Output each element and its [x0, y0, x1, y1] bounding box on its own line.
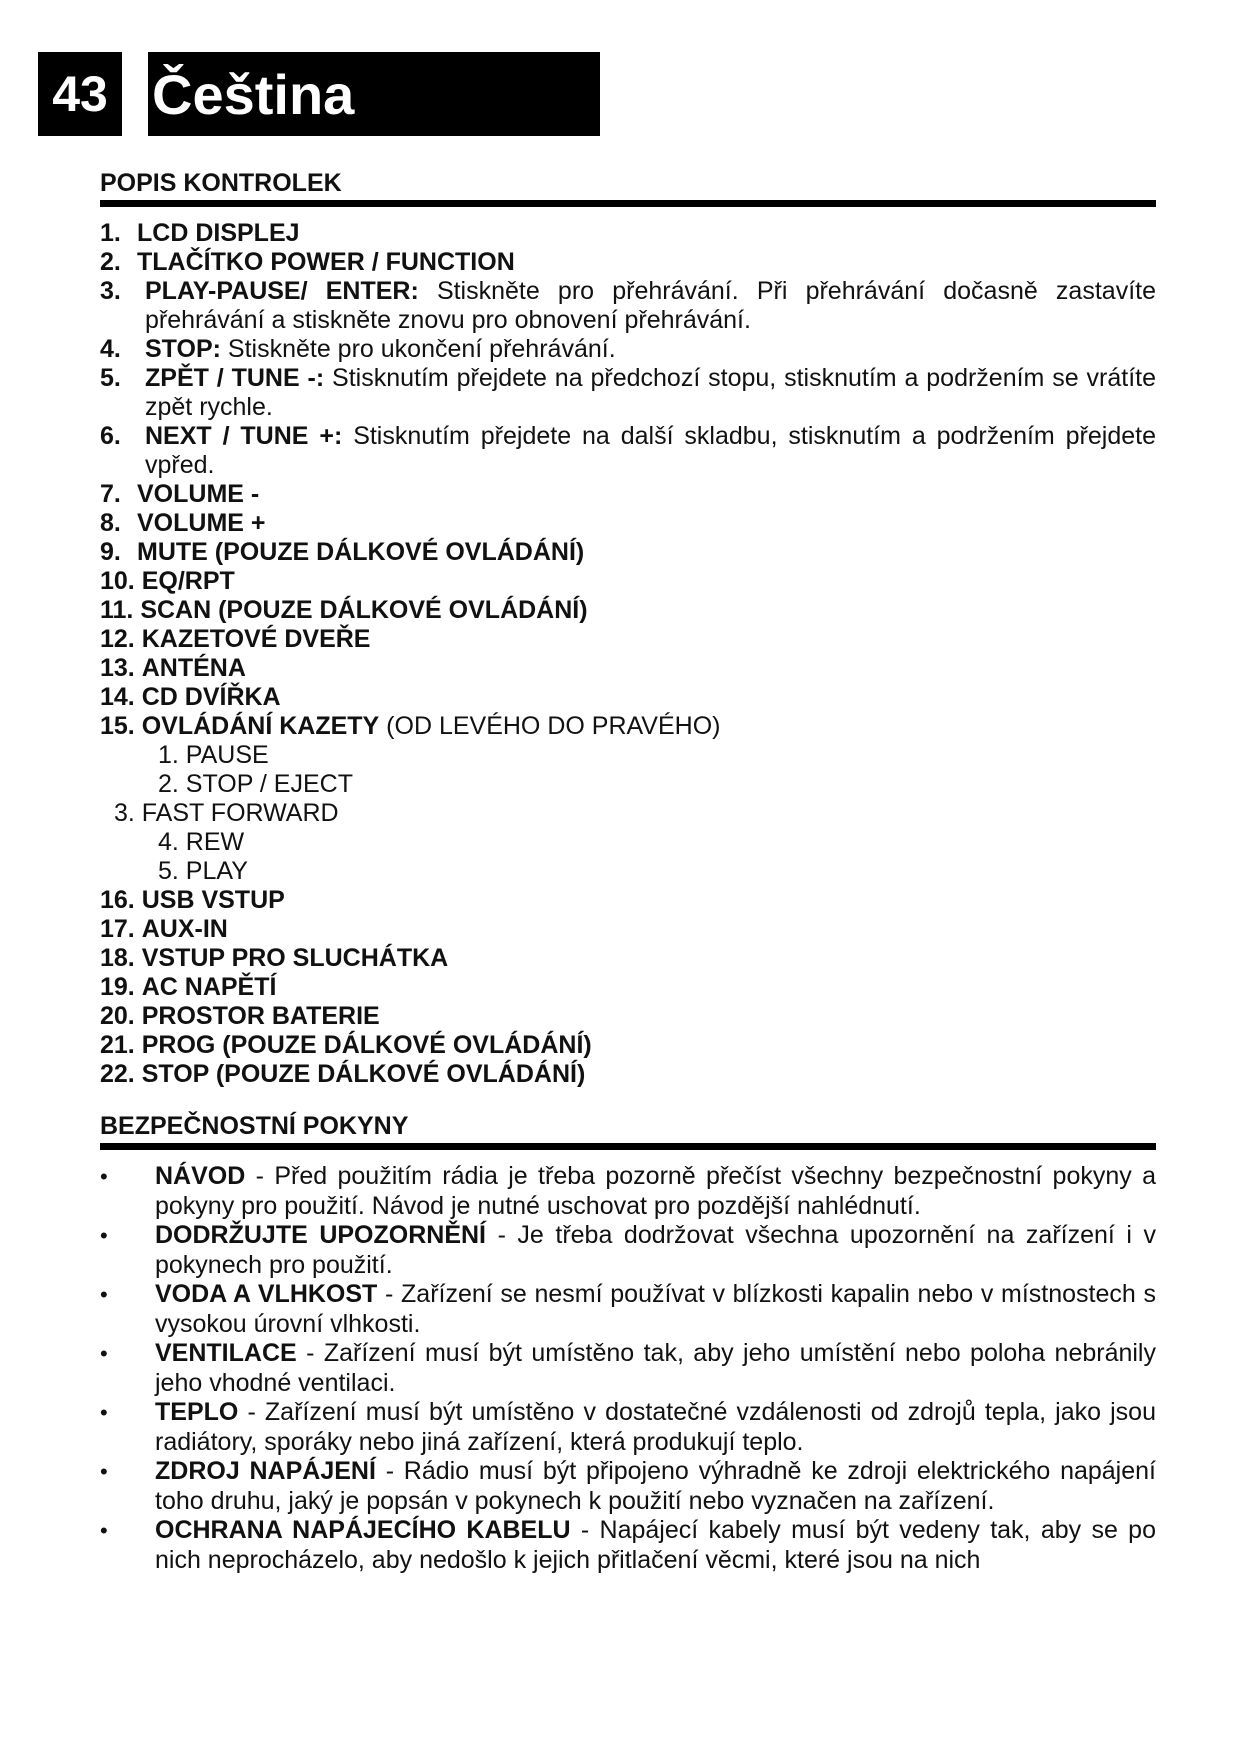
safety-text	[155, 1221, 1156, 1280]
control-text	[145, 335, 1156, 364]
control-text	[137, 509, 1156, 538]
control-number: 3.	[100, 277, 121, 305]
control-item	[100, 1002, 1156, 1031]
safety-text	[155, 1457, 1156, 1516]
control-text	[140, 596, 1156, 625]
control-number: 13.	[100, 654, 135, 682]
bullet-icon: •	[100, 1282, 108, 1307]
control-item	[100, 277, 1156, 335]
cassette-sub-item: 2. STOP / EJECT	[158, 770, 353, 798]
control-label: VOLUME -	[137, 480, 260, 508]
control-item	[100, 422, 1156, 480]
safety-text	[155, 1280, 1156, 1339]
control-label: PROG (POUZE DÁLKOVÉ OVLÁDÁNÍ)	[141, 1031, 592, 1059]
safety-heading: BEZPEČNOSTNÍ POKYNY	[100, 1111, 1156, 1150]
bullet-icon: •	[100, 1400, 108, 1425]
safety-text	[155, 1339, 1156, 1398]
control-item	[100, 1060, 1156, 1089]
safety-item	[100, 1398, 1156, 1457]
control-number: 12.	[100, 625, 135, 653]
control-text	[145, 277, 1156, 335]
safety-description: - Napájecí kabely musí být vedeny tak, aby se po nich neprocházelo, aby nedošlo k jejich přitlačení věcmi, které jsou na nich	[155, 1516, 1156, 1574]
control-text	[142, 654, 1156, 683]
safety-label: NÁVOD	[155, 1162, 246, 1190]
control-text	[145, 422, 1156, 480]
control-label: SCAN (POUZE DÁLKOVÉ OVLÁDÁNÍ)	[140, 596, 588, 624]
control-label: CD DVÍŘKA	[141, 683, 281, 711]
safety-description: - Zařízení musí být umístěno v dostatečné vzdálenosti od zdrojů tepla, jako jsou radiátory, sporáky nebo jiná zařízení, která produkují teplo.	[155, 1398, 1156, 1456]
safety-description: - Zařízení se nesmí používat v blízkosti kapalin nebo v místnostech s vysokou úrovní vlhkosti.	[155, 1280, 1156, 1338]
cassette-sub-item: 3. FAST FORWARD	[114, 799, 339, 827]
control-label: STOP (POUZE DÁLKOVÉ OVLÁDÁNÍ)	[141, 1060, 586, 1088]
control-item	[100, 335, 1156, 364]
safety-label: TEPLO	[155, 1398, 239, 1426]
control-description: Stiskněte pro přehrávání. Při přehrávání dočasně zastavíte přehrávání a stiskněte znovu pro obnovení přehrávání.	[145, 277, 1156, 334]
control-text	[145, 364, 1156, 422]
control-item	[100, 712, 1156, 741]
control-label: ANTÉNA	[141, 654, 246, 682]
control-item	[100, 567, 1156, 596]
control-label: NEXT / TUNE +:	[145, 422, 343, 450]
control-label: KAZETOVÉ DVEŘE	[141, 625, 371, 653]
control-number: 11.	[100, 596, 134, 624]
safety-description: - Je třeba dodržovat všechna upozornění na zařízení i v pokynech pro použití.	[155, 1221, 1156, 1279]
control-number: 20.	[100, 1002, 135, 1030]
control-number: 21.	[100, 1031, 135, 1059]
control-item	[100, 654, 1156, 683]
control-number: 8.	[100, 509, 121, 537]
control-number: 4.	[100, 335, 121, 363]
control-text	[137, 538, 1156, 567]
bullet-icon: •	[100, 1223, 108, 1248]
control-label: STOP:	[145, 335, 221, 363]
control-item	[100, 596, 1156, 625]
control-item	[100, 915, 1156, 944]
cassette-sub-item: 1. PAUSE	[158, 741, 269, 769]
bullet-icon: •	[100, 1341, 108, 1366]
control-label: TLAČÍTKO POWER / FUNCTION	[137, 248, 515, 276]
language-title: Čeština	[148, 52, 600, 136]
control-label: PLAY-PAUSE/ ENTER:	[145, 277, 419, 305]
control-item	[100, 944, 1156, 973]
control-item	[100, 886, 1156, 915]
safety-item	[100, 1280, 1156, 1339]
bullet-icon: •	[100, 1164, 108, 1189]
control-item	[100, 538, 1156, 567]
safety-description: - Zařízení musí být umístěno tak, aby jeho umístění nebo poloha nebránily jeho vhodné ventilaci.	[155, 1339, 1156, 1397]
control-label: ZPĚT / TUNE -:	[145, 364, 325, 392]
cassette-sub-item: 5. PLAY	[158, 857, 248, 885]
control-label: VSTUP PRO SLUCHÁTKA	[141, 944, 449, 972]
cassette-sub-item: 4. REW	[158, 828, 245, 856]
control-text	[142, 567, 1156, 596]
control-number: 9.	[100, 538, 121, 566]
control-description: Stisknutím přejdete na předchozí stopu, stisknutím a podržením se vrátíte zpět rychle.	[145, 364, 1156, 421]
control-label: USB VSTUP	[141, 886, 285, 914]
control-description: Stisknutím přejdete na další skladbu, stisknutím a podržením přejdete vpřed.	[145, 422, 1156, 479]
control-description: (OD LEVÉHO DO PRAVÉHO)	[386, 712, 721, 740]
control-item	[100, 683, 1156, 712]
control-number: 15.	[100, 712, 135, 740]
bullet-icon: •	[100, 1518, 108, 1543]
safety-description: - Před použitím rádia je třeba pozorně přečíst všechny bezpečnostní pokyny a pokyny pro použití. Návod je nutné uschovat pro pozdější nahlédnutí.	[155, 1162, 1157, 1220]
safety-item	[100, 1221, 1156, 1280]
control-number: 2.	[100, 248, 121, 276]
control-item	[100, 509, 1156, 538]
safety-text	[155, 1516, 1156, 1575]
page-number-badge: 43	[38, 52, 122, 136]
safety-label: DODRŽUJTE UPOZORNĚNÍ	[155, 1221, 487, 1249]
bullet-icon: •	[100, 1459, 108, 1484]
control-item	[100, 248, 1156, 277]
control-number: 6.	[100, 422, 121, 450]
control-item	[100, 1031, 1156, 1060]
control-number: 1.	[100, 219, 121, 247]
controls-heading: POPIS KONTROLEK	[100, 168, 1156, 207]
control-number: 5.	[100, 364, 121, 392]
safety-item	[100, 1162, 1156, 1221]
control-item	[100, 219, 1156, 248]
control-item	[100, 973, 1156, 1002]
control-label: PROSTOR BATERIE	[141, 1002, 380, 1030]
safety-description: - Rádio musí být připojeno výhradně ke zdroji elektrického napájení toho druhu, jaký je popsán v pokynech k použití nebo vyznačen na zařízení.	[155, 1457, 1156, 1515]
control-number: 17.	[100, 915, 135, 943]
control-text	[142, 625, 1156, 654]
control-text	[142, 712, 1156, 741]
control-label: AUX-IN	[141, 915, 228, 943]
control-label: MUTE (POUZE DÁLKOVÉ OVLÁDÁNÍ)	[137, 538, 585, 566]
control-label: OVLÁDÁNÍ KAZETY	[141, 712, 380, 740]
control-number: 10.	[100, 567, 135, 595]
safety-item	[100, 1516, 1156, 1575]
safety-list	[100, 1162, 1156, 1575]
control-number: 19.	[100, 973, 135, 1001]
safety-label: ZDROJ NAPÁJENÍ	[155, 1457, 376, 1485]
safety-label: VODA A VLHKOST	[155, 1280, 378, 1308]
control-item	[100, 364, 1156, 422]
safety-label: VENTILACE	[155, 1339, 297, 1367]
control-label: EQ/RPT	[141, 567, 235, 595]
page-content	[100, 168, 1156, 1575]
safety-text	[155, 1398, 1156, 1457]
safety-label: OCHRANA NAPÁJECÍHO KABELU	[155, 1516, 571, 1544]
control-label: LCD DISPLEJ	[137, 219, 300, 247]
control-label: AC NAPĚTÍ	[141, 973, 277, 1001]
safety-item	[100, 1457, 1156, 1516]
control-number: 22.	[100, 1060, 135, 1088]
control-item	[100, 625, 1156, 654]
controls-list	[100, 219, 1156, 1089]
control-number: 7.	[100, 480, 121, 508]
safety-text	[155, 1162, 1156, 1221]
control-text	[142, 683, 1156, 712]
control-label: VOLUME +	[137, 509, 266, 537]
control-number: 14.	[100, 683, 135, 711]
control-text	[137, 248, 1156, 277]
control-item	[100, 480, 1156, 509]
control-number: 18.	[100, 944, 135, 972]
control-number: 16.	[100, 886, 135, 914]
safety-item	[100, 1339, 1156, 1398]
control-text	[137, 480, 1156, 509]
control-description: Stiskněte pro ukončení přehrávání.	[227, 335, 616, 363]
control-text	[137, 219, 1156, 248]
